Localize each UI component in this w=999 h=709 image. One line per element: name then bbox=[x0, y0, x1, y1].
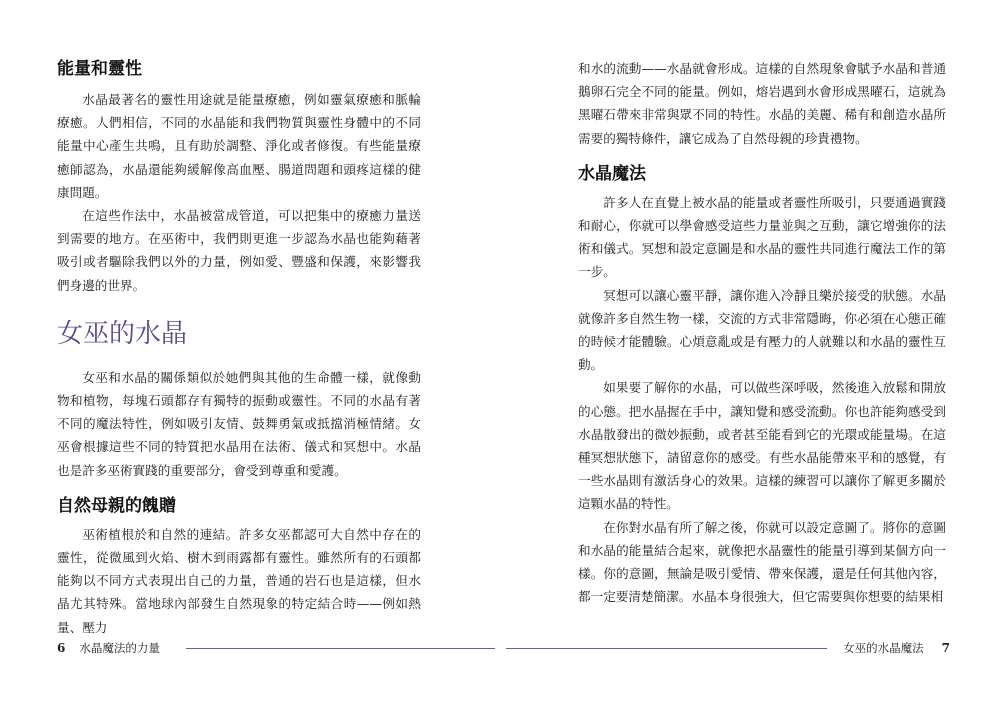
right-page-text bbox=[578, 57, 946, 608]
paragraph-continued: 和水的流動——水晶就會形成。這樣的自然現象會賦予水晶和普通鵝卵石完全不同的能量。例如，熔岩遇到水會形成黑曜石，這就為黑曜石帶來非常與眾不同的特性。水晶的美麗、稀有和創造水晶所需要的獨特條件，讓它成為了自然母親的珍貴禮物。 bbox=[578, 61, 946, 146]
left-page-text bbox=[57, 56, 421, 639]
section-heading-mother-nature: 自然母親的餽贈 bbox=[57, 495, 176, 516]
running-head: 水晶魔法的力量 bbox=[79, 641, 160, 655]
section-heading-crystal-magic: 水晶魔法 bbox=[578, 163, 646, 184]
right-page bbox=[500, 0, 999, 709]
paragraph: 巫術植根於和自然的連結。許多女巫都認可大自然中存在的靈性，從微風到火焰、樹木到雨露都有靈性。雖然所有的石頭都能夠以不同方式表現出自己的力量，普通的岩石也是這樣，但水晶尤其特殊。當地球內部發生自然現象的特定結合時——例如熱量、壓力 bbox=[57, 526, 421, 635]
paragraph: 冥想可以讓心靈平靜，讓你進入冷靜且樂於接受的狀態。水晶就像許多自然生物一樣，交流的方式非常隱晦，你必須在心態正確的時候才能體驗。心煩意亂或是有壓力的人就難以和水晶的靈性互動。 bbox=[578, 287, 946, 373]
left-page bbox=[0, 0, 499, 709]
footer-rule bbox=[186, 648, 495, 649]
page-footer bbox=[57, 638, 495, 658]
page-number: 7 bbox=[941, 641, 950, 655]
page-number: 6 bbox=[57, 641, 66, 655]
paragraph: 如果要了解你的水晶，可以做些深呼吸，然後進入放鬆和開放的心態。把水晶握在手中，讓知覺和感受流動。你也許能夠感受到水晶散發出的微妙振動，或者甚至能看到它的光環或能量場。在這種冥想狀態下，請留意你的感受。有些水晶能帶來平和的感覺，有一些水晶則有激活身心的效果。這樣的練習可以讓你了解更多關於這顆水晶的特性。 bbox=[578, 380, 946, 512]
paragraph: 許多人在直覺上被水晶的能量或者靈性所吸引，只要通過實踐和耐心，你就可以學會感受這些力量並與之互動，讓它增強你的法術和儀式。冥想和設定意圖是和水晶的靈性共同進行魔法工作的第一步。 bbox=[578, 194, 946, 280]
page-footer bbox=[506, 638, 950, 658]
section-heading-energy-spirituality: 能量和靈性 bbox=[57, 59, 142, 79]
paragraph: 女巫和水晶的關係類似於她們與其他的生命體一樣，就像動物和植物，每塊石頭都存有獨特的振動或靈性。不同的水晶有著不同的魔法特性，例如吸引友情、鼓舞勇氣或抵擋消極情緒。女巫會根據這些不同的特質把水晶用在法術、儀式和冥想中。水晶也是許多巫術實踐的重要部分，會受到尊重和愛護。 bbox=[57, 369, 421, 478]
paragraph: 在這些作法中，水晶被當成管道，可以把集中的療癒力量送到需要的地方。在巫術中，我們則更進一步認為水晶也能夠藉著吸引或者驅除我們以外的力量，例如愛、豐盛和保護，來影響我們身邊的世界。 bbox=[57, 208, 421, 293]
footer-rule bbox=[506, 648, 827, 649]
paragraph: 在你對水晶有所了解之後，你就可以設定意圖了。將你的意圖和水晶的能量結合起來，就像把水晶靈性的能量引導到某個方向一樣。你的意圖，無論是吸引愛情、帶來保護，還是任何其他內容，都一定要清楚簡潔。水晶本身很強大，但它需要與你想要的結果相 bbox=[578, 519, 946, 605]
paragraph: 水晶最著名的靈性用途就是能量療癒，例如靈氣療癒和脈輪療癒。人們相信，不同的水晶能和我們物質與靈性身體中的不同能量中心產生共鳴，且有助於調整、淨化或者修復。有些能量療癒師認為，水晶還能夠緩解像高血壓、腸道問題和頭疼這樣的健康問題。 bbox=[57, 92, 421, 200]
chapter-heading: 女巫的水晶 bbox=[57, 318, 188, 349]
running-head: 女巫的水晶魔法 bbox=[843, 641, 924, 655]
